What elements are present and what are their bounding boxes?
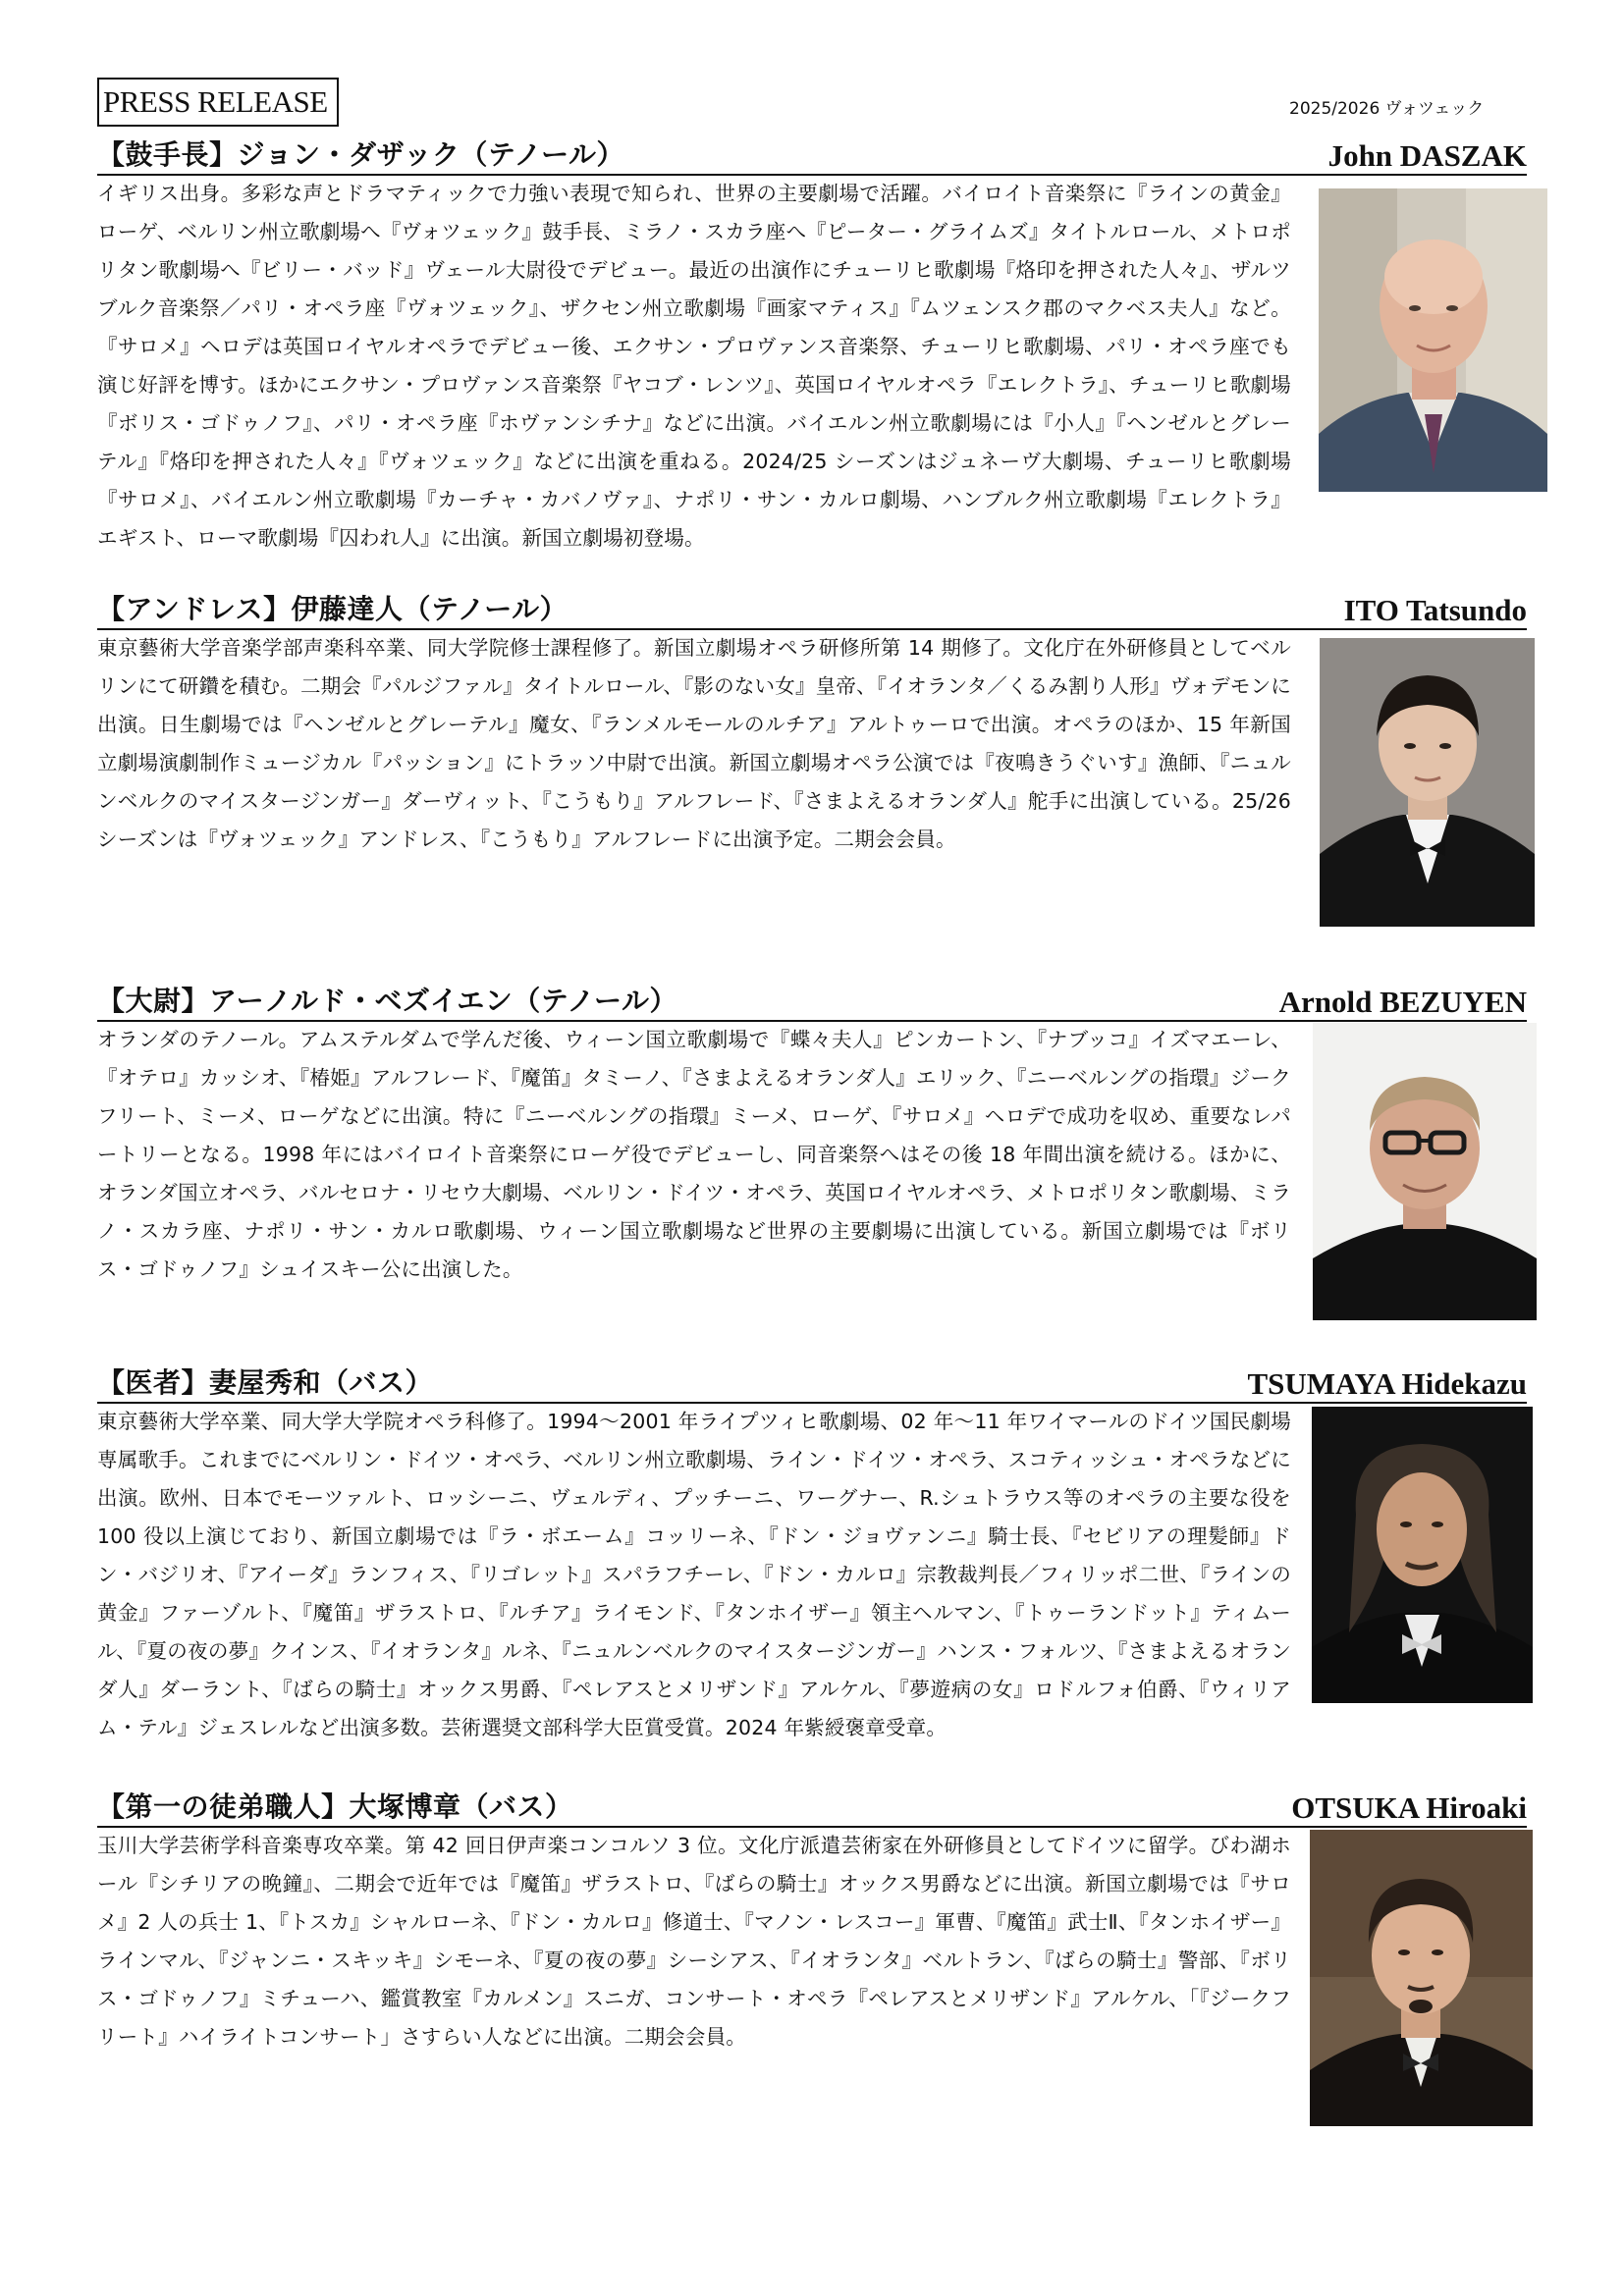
artist-heading: [97, 1360, 1527, 1404]
artist-section-daszak: [97, 132, 1527, 550]
portrait-photo: [1310, 1830, 1533, 2126]
artist-name-en: ITO Tatsundo: [1343, 593, 1527, 627]
artist-name-en: Arnold BEZUYEN: [1278, 985, 1527, 1019]
artist-role-name-jp: 【医者】妻屋秀和（バス）: [97, 1366, 434, 1399]
artist-heading: [97, 586, 1527, 630]
artist-bio: 東京藝術大学卒業、同大学大学院オペラ科修了。1994～2001 年ライプツィヒ歌劇場、02 年～11 年ワイマールのドイツ国民劇場専属歌手。これまでにベルリン・ドイツ・オペラ、ベルリン州立歌劇場、ライン・ドイツ・オペラ、スコティッシュ・オペラなどに出演。欧州、日本でモーツァルト、ロッシーニ、ヴェルディ、プッチーニ、ワーグナー、R.シュトラウス等のオペラの主要な役を 100 役以上演じており、新国立劇場では『ラ・ボエーム』コッリーネ、『ドン・ジョヴァンニ』騎士長、『セビリアの理髪師』ドン・バジリオ、『アイーダ』ランフィス、『リゴレット』スパラフチーレ、『ドン・カルロ』宗教裁判長／フィリッポ二世、『ラインの黄金』ファーゾルト、『魔笛』ザラストロ、『ルチア』ライモンド、『タンホイザー』領主ヘルマン、『トゥーランドット』ティムール、『夏の夜の夢』クインス、『イオランタ』ルネ、『ニュルンベルクのマイスタージンガー』ハンス・フォルツ、『さまよえるオランダ人』ダーラント、『ばらの騎士』オックス男爵、『ペレアスとメリザンド』アルケル、『夢遊病の女』ロドルフォ伯爵、『ウィリアム・テル』ジェスレルなど出演多数。芸術選奨文部科学大臣賞受賞。2024 年紫綬褒章受章。: [97, 1410, 1291, 1739]
artist-section-tsumaya: [97, 1360, 1527, 1739]
artist-section-otsuka: [97, 1784, 1527, 2049]
artist-section-bezuyen: [97, 978, 1527, 1281]
artist-role-name-jp: 【鼓手長】ジョン・ダザック（テノール）: [97, 138, 625, 171]
artist-bio: 東京藝術大学音楽学部声楽科卒業、同大学院修士課程修了。新国立劇場オペラ研修所第 14 期修了。文化庁在外研修員としてベルリンにて研鑽を積む。二期会『パルジファル』タイトルロール、『影のない女』皇帝、『イオランタ／くるみ割り人形』ヴォデモンに出演。日生劇場では『ヘンゼルとグレーテル』魔女、『ランメルモールのルチア』アルトゥーロで出演。オペラのほか、15 年新国立劇場演劇制作ミュージカル『パッション』にトラッソ中尉で出演。新国立劇場オペラ公演では『夜鳴きうぐいす』漁師、『ニュルンベルクのマイスタージンガー』ダーヴィット、『こうもり』アルフレード、『さまよえるオランダ人』舵手に出演している。25/26 シーズンは『ヴォツェック』アンドレス、『こうもり』アルフレードに出演予定。二期会会員。: [97, 636, 1291, 851]
press-release-label: PRESS RELEASE: [97, 78, 339, 127]
portrait-photo: [1312, 1407, 1533, 1703]
artist-heading: [97, 132, 1527, 176]
artist-role-name-jp: 【大尉】アーノルド・ベズイエン（テノール）: [97, 985, 677, 1017]
artist-name-en: TSUMAYA Hidekazu: [1247, 1366, 1527, 1401]
artist-role-name-jp: 【第一の徒弟職人】大塚博章（バス）: [97, 1790, 573, 1823]
artist-name-en: John DASZAK: [1327, 138, 1527, 173]
artist-bio: イギリス出身。多彩な声とドラマティックで力強い表現で知られ、世界の主要劇場で活躍。バイロイト音楽祭に『ラインの黄金』ローゲ、ベルリン州立歌劇場へ『ヴォツェック』鼓手長、ミラノ・スカラ座へ『ピーター・グライムズ』タイトルロール、メトロポリタン歌劇場へ『ビリー・バッド』ヴェール大尉役でデビュー。最近の出演作にチューリヒ歌劇場『烙印を押された人々』、ザルツブルク音楽祭／パリ・オペラ座『ヴォツェック』、ザクセン州立歌劇場『画家マティス』『ムツェンスク郡のマクベス夫人』など。『サロメ』ヘロデは英国ロイヤルオペラでデビュー後、エクサン・プロヴァンス音楽祭、チューリヒ歌劇場、パリ・オペラ座でも演じ好評を博す。ほかにエクサン・プロヴァンス音楽祭『ヤコブ・レンツ』、英国ロイヤルオペラ『エレクトラ』、チューリヒ歌劇場『ボリス・ゴドゥノフ』、パリ・オペラ座『ホヴァンシチナ』などに出演。バイエルン州立歌劇場には『小人』『ヘンゼルとグレーテル』『烙印を押された人々』『ヴォツェック』などに出演を重ねる。2024/25 シーズンはジュネーヴ大劇場、チューリヒ歌劇場『サロメ』、バイエルン州立歌劇場『カーチャ・カバノヴァ』、ナポリ・サン・カルロ劇場、ハンブルク州立歌劇場『エレクトラ』エギスト、ローマ歌劇場『囚われ人』に出演。新国立劇場初登場。: [97, 182, 1291, 550]
artist-role-name-jp: 【アンドレス】伊藤達人（テノール）: [97, 593, 568, 625]
artist-heading: [97, 1784, 1527, 1828]
portrait-photo: [1313, 1023, 1537, 1320]
artist-heading: [97, 978, 1527, 1022]
artist-bio: 玉川大学芸術学科音楽専攻卒業。第 42 回日伊声楽コンコルソ 3 位。文化庁派遣芸術家在外研修員としてドイツに留学。びわ湖ホール『シチリアの晩鐘』、二期会で近年では『魔笛』ザラストロ、『ばらの騎士』オックス男爵などに出演。新国立劇場では『サロメ』2 人の兵士 1、『トスカ』シャルローネ、『ドン・カルロ』修道士、『マノン・レスコー』軍曹、『魔笛』武士Ⅱ、『タンホイザー』ラインマル、『ジャンニ・スキッキ』シモーネ、『夏の夜の夢』シーシアス、『イオランタ』ベルトラン、『ばらの騎士』警部、『ボリス・ゴドゥノフ』ミチューハ、鑑賞教室『カルメン』スニガ、コンサート・オペラ『ペレアスとメリザンド』アルケル、「『ジークフリート』ハイライトコンサート」さすらい人などに出演。二期会会員。: [97, 1834, 1291, 2049]
season-title: 2025/2026 ヴォツェック: [1289, 99, 1485, 119]
artist-section-ito: [97, 586, 1527, 851]
artist-bio: オランダのテノール。アムステルダムで学んだ後、ウィーン国立歌劇場で『蝶々夫人』ピンカートン、『ナブッコ』イズマエーレ、『オテロ』カッシオ、『椿姫』アルフレード、『魔笛』タミーノ、『さまよえるオランダ人』エリック、『ニーベルングの指環』ジークフリート、ミーメ、ローゲなどに出演。特に『ニーベルングの指環』ミーメ、ローゲ、『サロメ』ヘロデで成功を収め、重要なレパートリーとなる。1998 年にはバイロイト音楽祭にローゲ役でデビューし、同音楽祭へはその後 18 年間出演を続ける。ほかに、オランダ国立オペラ、バルセロナ・リセウ大劇場、ベルリン・ドイツ・オペラ、英国ロイヤルオペラ、メトロポリタン歌劇場、ミラノ・スカラ座、ナポリ・サン・カルロ歌劇場、ウィーン国立歌劇場など世界の主要劇場に出演している。新国立劇場では『ボリス・ゴドゥノフ』シュイスキー公に出演した。: [97, 1028, 1291, 1281]
artist-name-en: OTSUKA Hiroaki: [1291, 1790, 1527, 1825]
portrait-photo: [1319, 188, 1547, 492]
portrait-photo: [1320, 638, 1535, 927]
